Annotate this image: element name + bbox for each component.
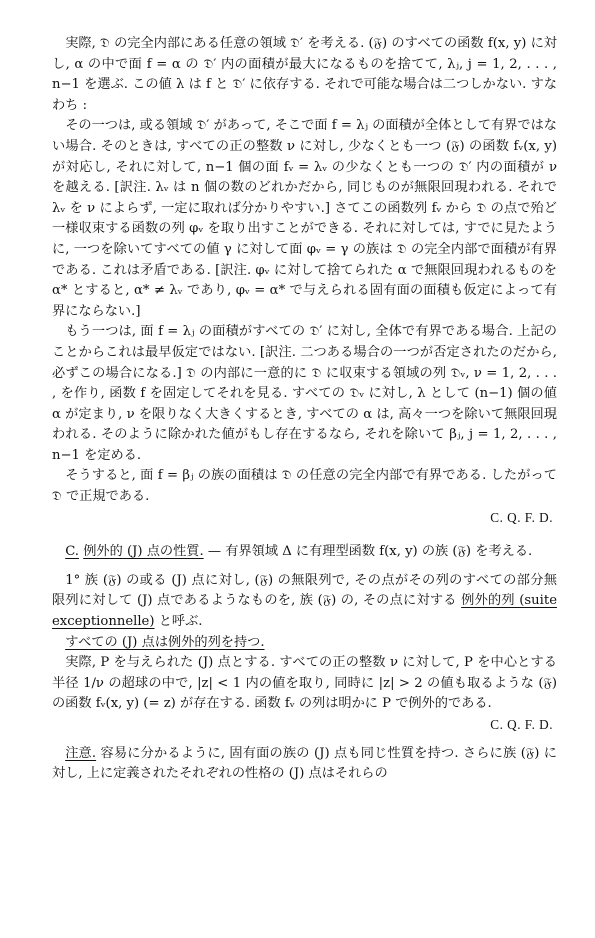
definition-text-a: 族 (𝔉) の或る (J) 点に対し, (𝔉) の無限列で, その点がその列のすべての部分無限列に対して (J) 点であるようなものを, 族 (𝔉) の, その点に対する [52, 572, 558, 609]
paragraph-case-one: その一つは, 或る領域 𝔇′ があって, そこで面 f = λⱼ の面積が全体として有界ではない場合. そのときは, すべての正の整数 ν に対し, 少なくとも一つ (𝔉) の函数 fᵥ(x, y) が対応し, それに対して, n−1 個の面 fᵥ = λᵥ の少なくとも一つの 𝔇′ 内の面積が ν を越える. [訳注. λᵥ は n 個の数のどれかだから, 同じものが無限回現われる. それで λᵥ を ν によらず, 一定に取れば分かりやすい.] さてこの函数列 fᵥ から 𝔇 の点で殆ど一様収束する函数の列 φᵥ を取り出すことができる. それに対しては, すでに見たように, 一つを除いてすべての値 γ に対して面 φᵥ = γ の族は 𝔇 の完全内部で面積が有界である. これは矛盾である. [訳注. φᵥ に対して捨てられた α で無限回現われるものを α* とすると, α* ≠ λᵥ であり, φᵥ = α* で与えられる固有面の面積も仮定によって有界にならない.] [52, 118, 557, 319]
qed-line-1 [52, 508, 557, 529]
proposition [52, 633, 557, 654]
section-c-heading [52, 542, 557, 563]
definition-text-b: と呼ぶ. [158, 614, 203, 630]
proposition-proof: 実際, P を与えられた (J) 点とする. すべての正の整数 ν に対して, P を中心とする半径 1/ν の超球の中で, |z| < 1 内の値を取り, 同時に |z| > 2 の値も取るような (𝔉) の函数 fᵥ(x, y) (= z) が存在する. 函数 fᵥ の列は明かに P で例外的である. [52, 655, 557, 712]
paragraph-proof-intro: 実際, 𝔇 の完全内部にある任意の領域 𝔇′ を考える. (𝔉) のすべての函数 f(x, y) に対し, α の中で面 f = α の 𝔇′ 内の面積が最大になるものを捨てて, λⱼ, j = 1, 2, . . . , n−1 を選ぶ. この値 λ は f と 𝔇′ に依存する. それで可能な場合は二つしかない. すなわち : [52, 36, 557, 113]
qed-line-2 [52, 715, 557, 736]
qed-mark: C. Q. F. D. [490, 509, 553, 525]
section-gap [52, 528, 557, 542]
defined-term: 例外的列 (suite exceptionnelle) [52, 593, 557, 630]
item-number: 1° [65, 572, 81, 588]
qed-mark-2: C. Q. F. D. [490, 717, 553, 732]
item-gap [52, 563, 557, 571]
definition-item-1 [52, 571, 557, 633]
note-gap [52, 736, 557, 744]
note-label: 注意. [65, 745, 97, 761]
section-c-label: C. [65, 544, 79, 560]
conclusion-text: そうすると, 面 f = βⱼ の族の面積は 𝔇 の任意の完全内部で有界である. したがって 𝔇 で正規である. [52, 468, 557, 505]
paragraph-case-two: もう一つは, 面 f = λⱼ の面積がすべての 𝔇′ に対し, 全体で有界である場合. 上記のことからこれは最早仮定ではない. [訳注. 二つある場合の一つが否定されたのだから, 必ずこの場合になる.] 𝔇 の内部に一意的に 𝔇 に収束する領域の列 𝔇ᵥ, ν = 1, 2, . . . , を作り, 函数 f を固定してそれを見る. すべての 𝔇ᵥ に対し, λ として (n−1) 個の値 α が定まり, ν を限りなく大きくするとき, すべての α は, 高々一つを除いて無限回現われる. そのように除かれた値がもし存在するなら, それを除いて βⱼ, j = 1, 2, . . . , n−1 を定める. [52, 324, 557, 463]
paragraph-conclusion [52, 466, 557, 507]
note-text: 容易に分かるように, 固有面の族の (J) 点も同じ性質を持つ. さらに族 (𝔉) に対し, 上に定義されたそれぞれの性格の (J) 点はそれらの [52, 745, 557, 782]
proposition-text: すべての (J) 点は例外的列を持つ. [65, 634, 265, 650]
section-c-title: 例外的 (J) 点の性質. [83, 544, 204, 560]
note-paragraph [52, 744, 557, 785]
section-c-intro: — 有界領域 Δ に有理型函数 f(x, y) の族 (𝔉) を考える. [207, 544, 533, 560]
